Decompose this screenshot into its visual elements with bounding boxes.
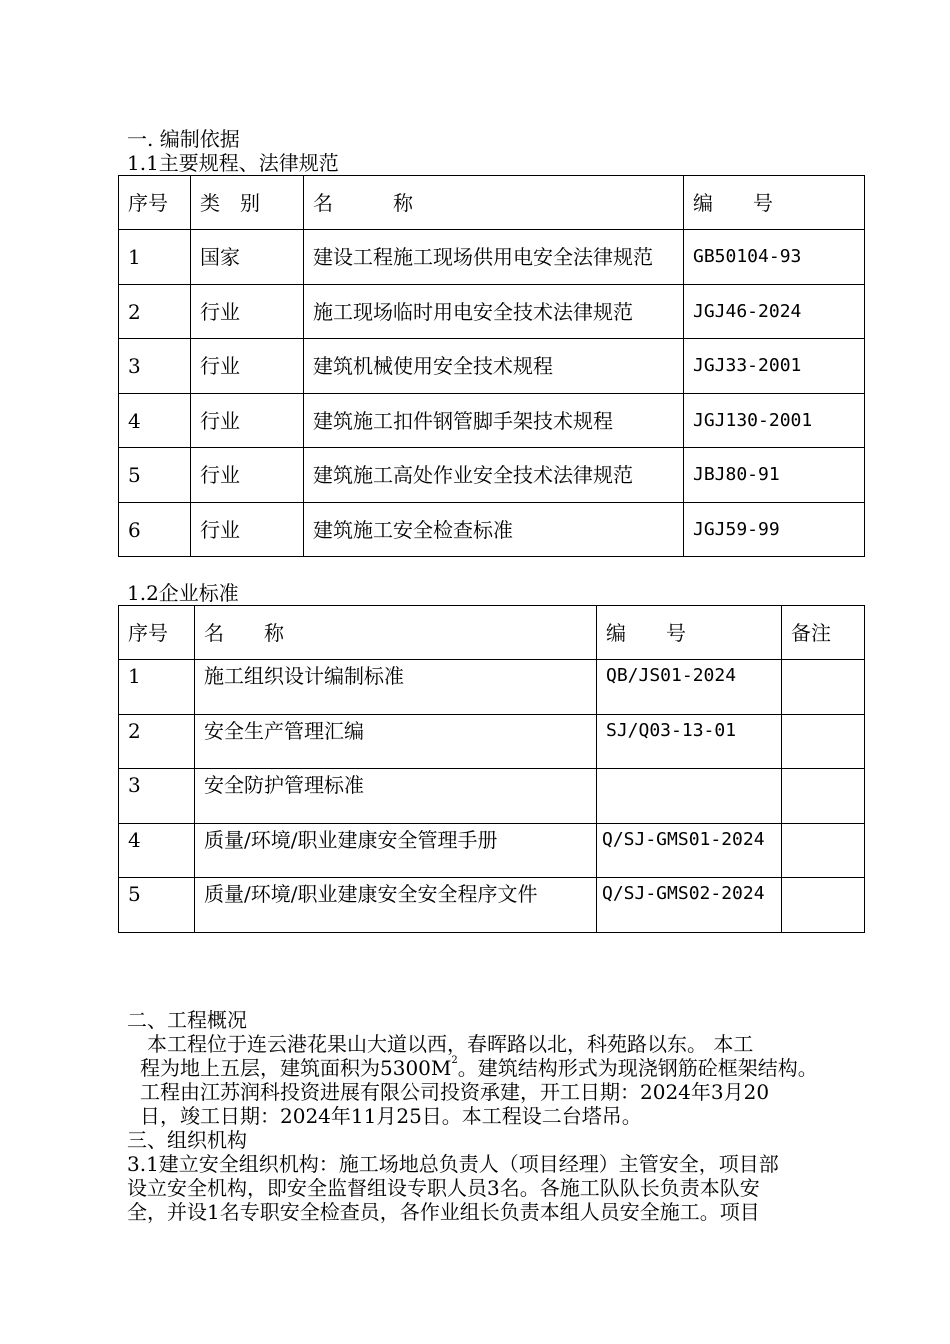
cell-title: 建筑机械使用安全技术规程 (304, 339, 684, 394)
area-unit-superscript: 2 (451, 1055, 458, 1066)
cell-title: 施工组织设计编制标准 (195, 660, 597, 715)
header-cell: 序号 (119, 606, 195, 660)
section-1-title: 一. 编制依据 (127, 127, 240, 151)
table-row (119, 448, 865, 503)
header-cell: 编 号 (684, 176, 865, 230)
overview-line-2 (140, 1056, 818, 1080)
regulations-table (118, 175, 865, 557)
cell-remark (782, 824, 865, 878)
cell-category: 行业 (191, 448, 304, 503)
table-row (119, 878, 865, 933)
cell-code: Q/SJ-GMS01-2024 (597, 824, 782, 878)
org-line-2: 设立安全机构，即安全监督组设专职人员3名。各施工队队长负责本队安 (127, 1176, 760, 1200)
cell-code: JGJ130-2001 (684, 394, 865, 448)
cell-code (597, 769, 782, 824)
cell-remark (782, 769, 865, 824)
table-row (119, 824, 865, 878)
cell-category: 行业 (191, 503, 304, 557)
cell-category: 国家 (191, 230, 304, 285)
cell-code: JBJ80-91 (684, 448, 865, 503)
header-cell: 编 号 (597, 606, 782, 660)
table-row (119, 660, 865, 715)
cell-title: 安全防护管理标准 (195, 769, 597, 824)
table-row (119, 769, 865, 824)
section-2-title: 二、工程概况 (127, 1008, 247, 1032)
cell-code: Q/SJ-GMS02-2024 (597, 878, 782, 933)
org-line-3: 全，并设1名专职安全检查员，各作业组长负责本组人员安全施工。项目 (127, 1200, 760, 1224)
cell-code: JGJ46-2024 (684, 285, 865, 339)
overview-line-3: 工程由江苏润科投资进展有限公司投资承建，开工日期：2024年3月20 (140, 1080, 770, 1104)
cell-title: 施工现场临时用电安全技术法律规范 (304, 285, 684, 339)
cell-code: GB50104-93 (684, 230, 865, 285)
cell-code: SJ/Q03-13-01 (597, 715, 782, 769)
cell-category: 行业 (191, 339, 304, 394)
cell-no: 1 (119, 230, 191, 285)
cell-no: 6 (119, 503, 191, 557)
cell-code: JGJ59-99 (684, 503, 865, 557)
cell-no: 1 (119, 660, 195, 715)
overview-line-4: 日，竣工日期：2024年11月25日。本工程设二台塔吊。 (140, 1104, 642, 1128)
table-row (119, 285, 865, 339)
org-line-1: 3.1建立安全组织机构：施工场地总负责人（项目经理）主管安全，项目部 (127, 1152, 779, 1176)
cell-no: 5 (119, 448, 191, 503)
cell-title: 安全生产管理汇编 (195, 715, 597, 769)
cell-no: 2 (119, 285, 191, 339)
cell-no: 4 (119, 824, 195, 878)
cell-no: 3 (119, 339, 191, 394)
cell-no: 5 (119, 878, 195, 933)
cell-remark (782, 715, 865, 769)
enterprise-standards-table (118, 605, 865, 933)
cell-code: QB/JS01-2024 (597, 660, 782, 715)
cell-category: 行业 (191, 394, 304, 448)
overview-line-2-text: 程为地上五层，建筑面积为5300M (140, 1056, 452, 1080)
cell-title: 质量/环境/职业建康安全安全程序文件 (195, 878, 597, 933)
cell-title: 建筑施工高处作业安全技术法律规范 (304, 448, 684, 503)
table-row (119, 339, 865, 394)
header-cell: 备注 (782, 606, 865, 660)
table-header-row (119, 606, 865, 660)
cell-code: JGJ33-2001 (684, 339, 865, 394)
cell-remark (782, 878, 865, 933)
cell-title: 建筑施工扣件钢管脚手架技术规程 (304, 394, 684, 448)
cell-title: 建设工程施工现场供用电安全法律规范 (304, 230, 684, 285)
cell-category: 行业 (191, 285, 304, 339)
cell-title: 建筑施工安全检查标准 (304, 503, 684, 557)
header-cell: 序号 (119, 176, 191, 230)
overview-line-1: 本工程位于连云港花果山大道以西，春晖路以北，科苑路以东。 本工 (127, 1032, 754, 1056)
header-cell: 名 称 (195, 606, 597, 660)
header-cell: 类 别 (191, 176, 304, 230)
table-row (119, 715, 865, 769)
cell-no: 3 (119, 769, 195, 824)
table-header-row (119, 176, 865, 230)
table-row (119, 394, 865, 448)
table-row (119, 503, 865, 557)
section-1-2-title: 1.2企业标准 (127, 581, 239, 605)
cell-remark (782, 660, 865, 715)
cell-title: 质量/环境/职业建康安全管理手册 (195, 824, 597, 878)
table-row (119, 230, 865, 285)
cell-no: 4 (119, 394, 191, 448)
cell-no: 2 (119, 715, 195, 769)
section-3-title: 三、组织机构 (127, 1128, 247, 1152)
header-cell: 名 称 (304, 176, 684, 230)
section-1-1-title: 1.1主要规程、法律规范 (127, 151, 339, 175)
overview-line-2-tail: 。建筑结构形式为现浇钢筋砼框架结构。 (457, 1056, 818, 1080)
